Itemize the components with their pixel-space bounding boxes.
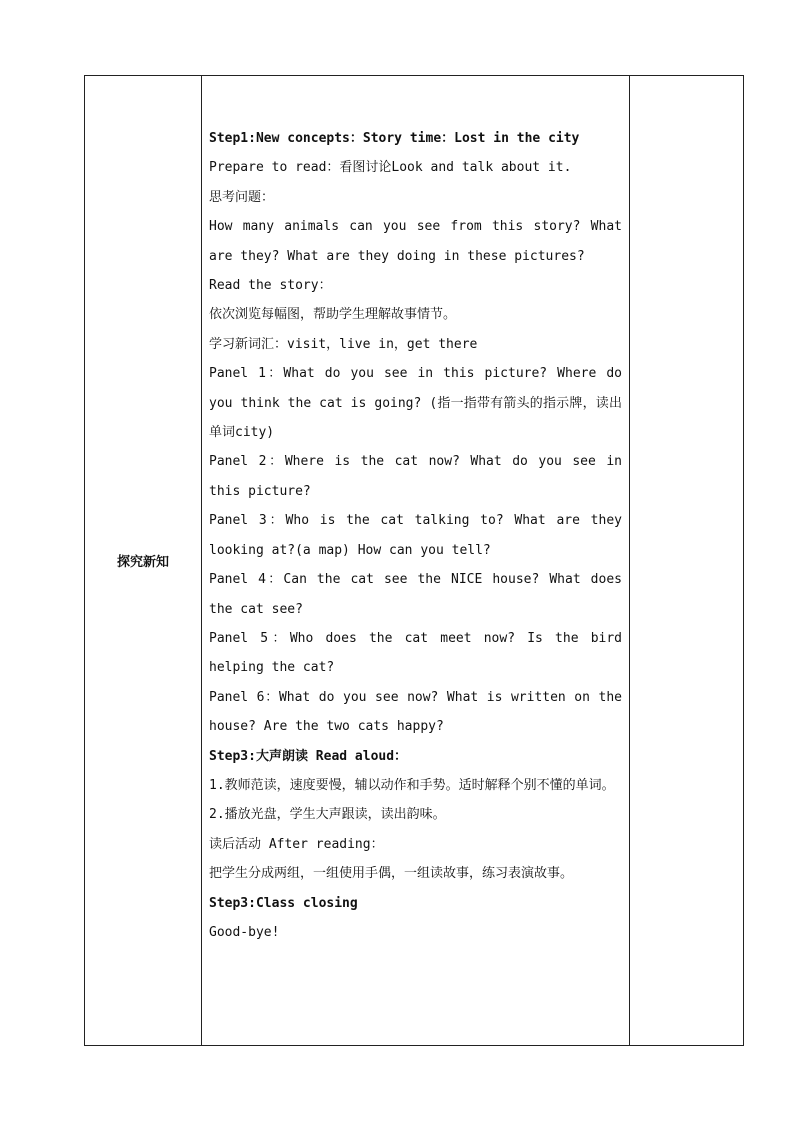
animals-question: How many animals can you see from this story? What are they? What are they doing in these pictures?: [209, 219, 622, 264]
section-label: 探究新知: [116, 555, 169, 570]
prepare-to-read: Prepare to read：看图讨论Look and talk about it.: [209, 160, 572, 176]
step3-read-aloud-heading: Step3:大声朗读 Read aloud：: [209, 748, 408, 764]
browse-pictures-note: 依次浏览每幅图，帮助学生理解故事情节。: [209, 307, 457, 323]
lesson-plan-table: [84, 75, 744, 1046]
panel-3-text: Panel 3：Who is the cat talking to? What are they looking at?(a map) How can you tell?: [209, 513, 622, 558]
section-label-cell: [85, 76, 202, 1046]
teacher-model-reading: 1.教师范读，速度要慢，辅以动作和手势。适时解释个别不懂的单词。: [209, 777, 615, 793]
read-story-label: Read the story：: [209, 278, 332, 294]
good-bye-text: Good-bye!: [209, 924, 280, 940]
content-cell: [202, 76, 630, 1046]
panel-5-text: Panel 5：Who does the cat meet now? Is the bird helping the cat?: [209, 630, 622, 676]
step1-heading: Step1:New concepts：Story time：Lost in the city: [209, 131, 580, 146]
lesson-content: [202, 76, 629, 947]
new-vocabulary: 学习新词汇：visit，live in，get there: [209, 336, 478, 352]
panel-1-text: Panel 1：What do you see in this picture? Where do you think the cat is going? (指一指带有箭头的指示牌，读出单词city): [209, 366, 622, 441]
play-cd-reading: 2.播放光盘，学生大声跟读，读出韵味。: [209, 807, 446, 823]
think-questions-label: 思考问题：: [209, 189, 275, 205]
panel-2-text: Panel 2：Where is the cat now? What do you see in this picture?: [209, 454, 622, 499]
table-row: [85, 76, 744, 1046]
panel-6-text: Panel 6：What do you see now? What is written on the house? Are the two cats happy?: [209, 689, 622, 735]
step3-class-closing-heading: Step3:Class closing: [209, 895, 358, 911]
notes-cell: [630, 76, 744, 1046]
group-activity: 把学生分成两组，一组使用手偶，一组读故事，练习表演故事。: [209, 866, 574, 882]
after-reading-label: 读后活动 After reading：: [209, 836, 384, 852]
panel-4-text: Panel 4：Can the cat see the NICE house? What does the cat see?: [209, 572, 622, 617]
